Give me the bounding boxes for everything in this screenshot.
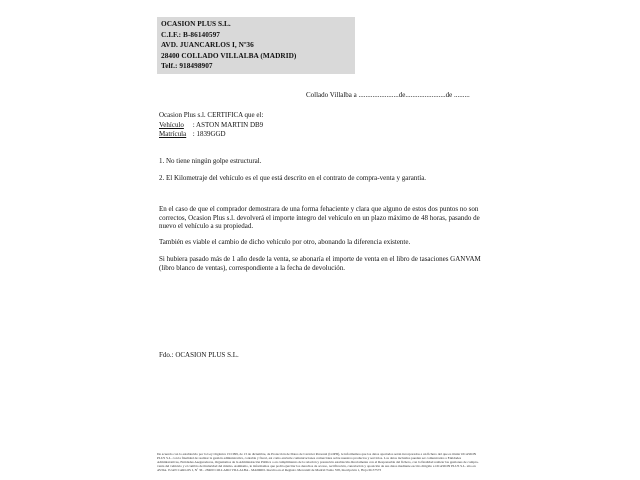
clause-2: 2. El Kilometraje del vehículo es el que está descrito en el contrato de compra-venta y garantía. [159, 174, 427, 182]
company-header [157, 17, 355, 74]
clause-1: 1. No tiene ningún golpe estructural. [159, 157, 262, 165]
ganvam-paragraph: Si hubiera pasado más de 1 año desde la venta, se abonaría el importe de venta en el libro de tasaciones GANVAM (libro blanco de ventas), correspondiente a la fecha de devolución. [159, 255, 481, 272]
plate-row [159, 130, 263, 140]
refund-paragraph: En el caso de que el comprador demostrara de una forma fehaciente y clara que alguno de estos dos puntos no son correctos, Ocasion Plus s.l. devolverá el importe íntegro del vehículo en un plazo máximo de 48 horas, pasando de nuevo el vehículo a su propiedad. [159, 205, 480, 231]
plate-label: Matrícula [159, 130, 187, 139]
legal-footer: De acuerdo con lo establecido por la Ley Orgánica 15/1999, de 13 de diciembre, de Protección de Datos de Carácter Personal (LOPD), le informamos que los datos aportados serán incorporados a un fichero del que es titular OCASION PLUS S.L. con la finalidad de realizar la gestión administrativa, contable y fiscal, así como enviarle comunicaciones comerciales sobre nuestros productos y servicios. Los datos incluidos pueden ser comunicados a Entidades Administrativas, Entidades Aseguradoras, Organismos de la Administración Pública o en cumplimiento de la relación y prestación establecida directamente con el Responsable del fichero, con la finalidad realizar las gestiones de compra-venta del vehículo y el cambio de titularidad del mismo. Asimismo, le informamos que podrá ejercitar los derechos de acceso, rectificación, cancelación y oposición de sus datos mediante escrito dirigido a OCASION PLUS S.L. sito en AVDA. JUAN CARLOS I, Nº 36 - 28400 COLLADO VILLALBA - MADRID. Inscrita en el Registro Mercantil de Madrid Tomo 558, Inscripción 1, Hoja M-57573 [157, 452, 479, 473]
company-name: OCASION PLUS S.L. [161, 19, 231, 28]
company-cif: C.I.F.: B-86140597 [161, 29, 221, 39]
vehicle-row [159, 121, 263, 131]
company-city: 28400 COLLADO VILLALBA (MADRID) [161, 50, 297, 60]
plate-value: : 1839GGD [192, 130, 226, 139]
certification-intro: Ocasion Plus s.l. CERTIFICA que el: [159, 111, 264, 119]
certification-block [159, 111, 263, 140]
exchange-paragraph: También es viable el cambio de dicho vehículo por otro, abonando la diferencia existente. [159, 238, 411, 246]
signature-line: Fdo.: OCASION PLUS S.L. [159, 351, 239, 359]
company-address: AVD. JUANCARLOS I, Nº36 [161, 40, 254, 50]
vehicle-value: : ASTON MARTIN DB9 [192, 120, 264, 129]
vehicle-label: Vehículo [159, 120, 184, 129]
date-line: Collado Villalba a .......................de.......................de ......... [306, 91, 470, 99]
company-phone: Telf.: 918498907 [161, 61, 213, 71]
